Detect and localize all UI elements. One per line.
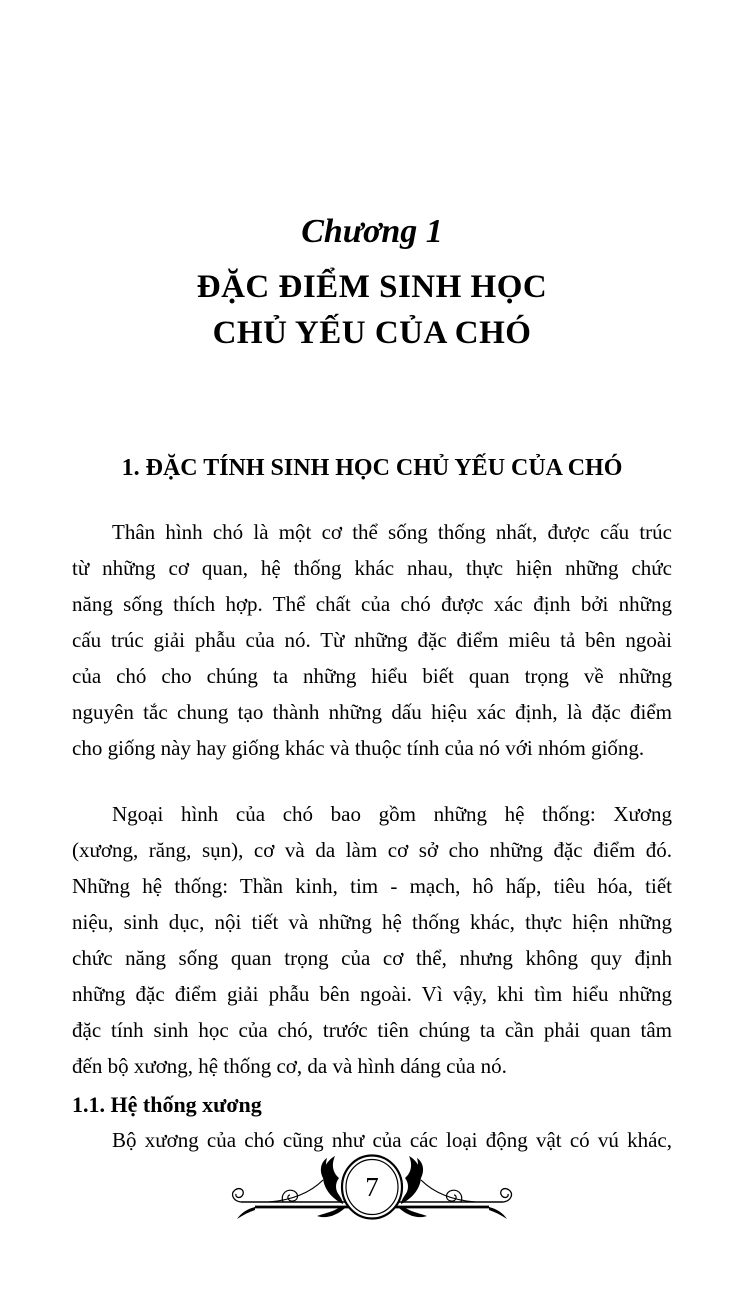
text-line: (xương, răng, sụn), cơ và da làm cơ sở cho những đặc điểm đó. [72,838,672,862]
text-line: chức năng sống quan trọng của cơ thể, nhưng không quy định [72,946,672,970]
text-line: Những hệ thống: Thần kinh, tim - mạch, hô hấp, tiêu hóa, tiết [72,874,672,898]
text-line: niệu, sinh dục, nội tiết và những hệ thống khác, thực hiện những [72,910,672,934]
chapter-title-line1: ĐẶC ĐIỂM SINH HỌC [196,269,548,305]
text-line: những đặc điểm giải phẫu bên ngoài. Vì vậy, khi tìm hiểu những [72,982,672,1006]
text-line: đến bộ xương, hệ thống cơ, da và hình dáng của nó. [72,1054,507,1078]
text-line: nguyên tắc chung tạo thành những dấu hiệu xác định, là đặc điểm [72,700,672,724]
text-line: cho giống này hay giống khác và thuộc tính của nó với nhóm giống. [72,736,645,760]
subsection-heading: 1.1. Hệ thống xương [72,1092,262,1117]
text-line: của chó cho chúng ta những hiểu biết quan trọng về những [72,664,672,688]
chapter-title-line2: CHỦ YẾU CỦA CHÓ [212,315,532,351]
text-line: Ngoại hình của chó bao gồm những hệ thống: Xương [112,802,672,826]
footer-ornament [229,1152,515,1226]
page-footer [0,1152,744,1226]
text-line: từ những cơ quan, hệ thống khác nhau, thực hiện những chức [72,556,672,580]
text-line: Bộ xương của chó cũng như của các loại động vật có vú khác, [112,1128,672,1152]
chapter-label: Chương 1 [301,213,443,250]
page-number: 7 [365,1172,379,1202]
paragraph-1 [72,514,672,766]
text-line: năng sống thích hợp. Thể chất của chó được xác định bởi những [72,592,672,616]
text-line: đặc tính sinh học của chó, trước tiên chúng ta cần phải quan tâm [72,1018,672,1042]
chapter-title [72,264,672,356]
section-heading: 1. ĐẶC TÍNH SINH HỌC CHỦ YẾU CỦA CHÓ [121,455,623,481]
text-line: cấu trúc giải phẫu của nó. Từ những đặc điểm miêu tả bên ngoài [72,628,672,652]
text-line: Thân hình chó là một cơ thể sống thống nhất, được cấu trúc [112,520,672,544]
paragraph-2 [72,796,672,1084]
